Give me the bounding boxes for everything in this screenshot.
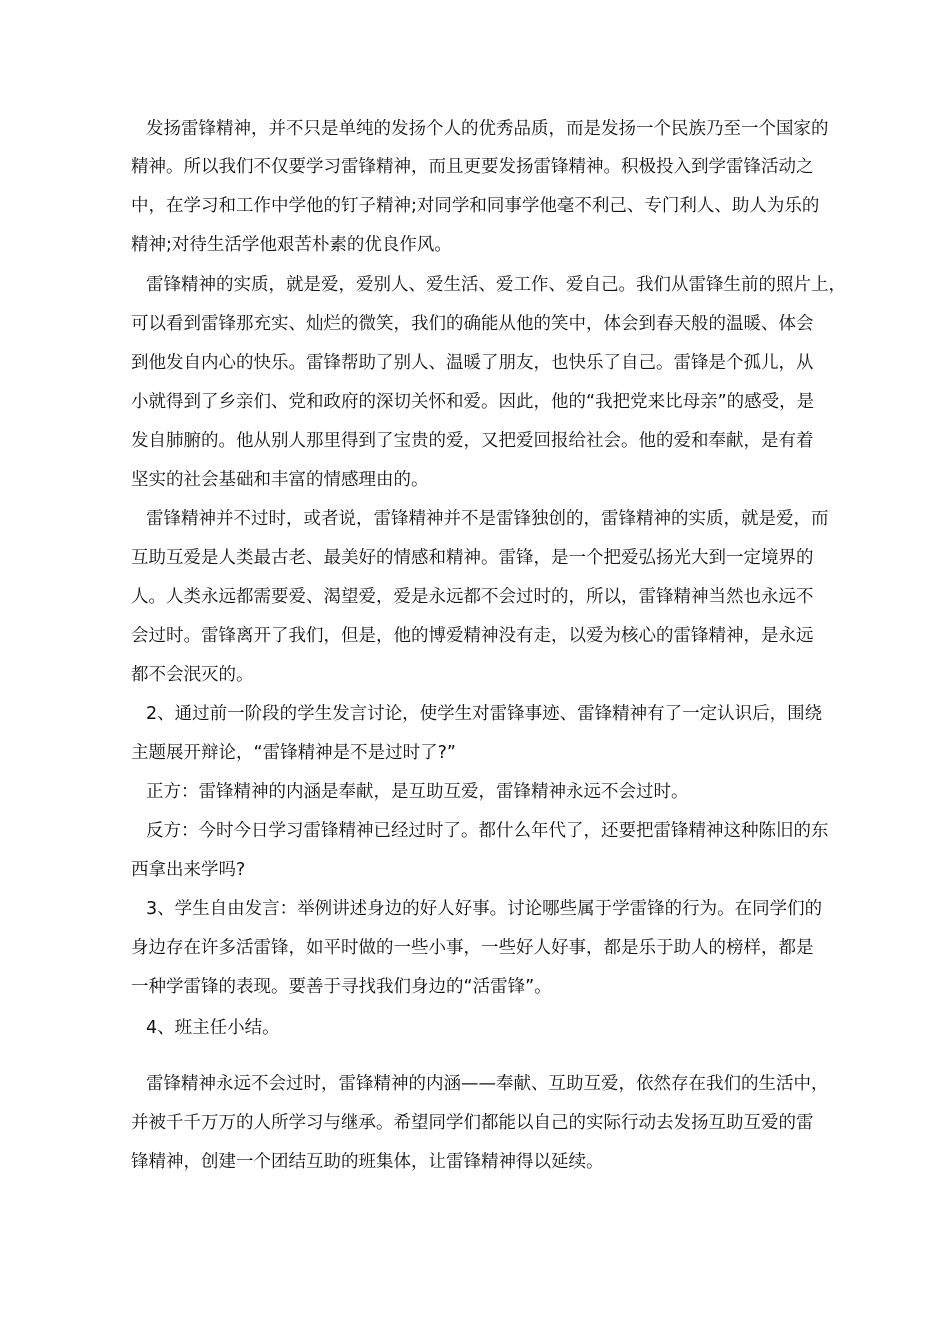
paragraph-1-line-2: 精神。所以我们不仅要学习雷锋精神，而且更要发扬雷锋精神。积极投入到学雷锋活动之 [131, 157, 814, 177]
paragraph-3-line-5: 都不会泯灭的。 [131, 665, 254, 685]
item-3-line-1: 3、学生自由发言：举例讲述身边的好人好事。讨论哪些属于学雷锋的行为。在同学们的 [146, 899, 823, 919]
paragraph-3-line-3: 人。人类永远都需要爱、渴望爱，爱是永远都不会过时的，所以，雷锋精神当然也永远不 [131, 587, 814, 607]
paragraph-2-line-6: 坚实的社会基础和丰富的情感理由的。 [131, 470, 429, 490]
negative-side-line-2: 西拿出来学吗? [131, 860, 246, 880]
paragraph-3-line-1: 雷锋精神并不过时，或者说，雷锋精神并不是雷锋独创的，雷锋精神的实质，就是爱，而 [146, 509, 829, 529]
item-3-line-2: 身边存在许多活雷锋，如平时做的一些小事，一些好人好事，都是乐于助人的榜样，都是 [131, 938, 814, 958]
paragraph-1-line-1: 发扬雷锋精神，并不只是单纯的发扬个人的优秀品质，而是发扬一个民族乃至一个国家的 [146, 119, 829, 139]
item-2-line-1: 2、通过前一阶段的学生发言讨论，使学生对雷锋事迹、雷锋精神有了一定认识后，围绕 [146, 704, 823, 724]
paragraph-3-line-4: 会过时。雷锋离开了我们，但是，他的博爱精神没有走，以爱为核心的雷锋精神，是永远 [131, 626, 814, 646]
item-4-line: 4、班主任小结。 [146, 1018, 280, 1038]
paragraph-2-line-5: 发自肺腑的。他从别人那里得到了宝贵的爱，又把爱回报给社会。他的爱和奉献，是有着 [131, 431, 814, 451]
conclusion-line-2: 并被千千万万的人所学习与继承。希望同学们都能以自己的实际行动去发扬互助互爱的雷 [131, 1113, 814, 1133]
affirmative-side-line: 正方：雷锋精神的内涵是奉献，是互助互爱，雷锋精神永远不会过时。 [146, 782, 689, 802]
paragraph-1-line-4: 精神;对待生活学他艰苦朴素的优良作风。 [131, 235, 452, 255]
conclusion-line-1: 雷锋精神永远不会过时，雷锋精神的内涵——奉献、互助互爱，依然存在我们的生活中， [146, 1074, 829, 1094]
paragraph-2-line-1: 雷锋精神的实质，就是爱，爱别人、爱生活、爱工作、爱自己。我们从雷锋生前的照片上， [146, 275, 846, 295]
negative-side-line-1: 反方：今时今日学习雷锋精神已经过时了。都什么年代了，还要把雷锋精神这种陈旧的东 [146, 821, 829, 841]
item-2-line-2: 主题展开辩论，“雷锋精神是不是过时了?” [131, 743, 456, 763]
paragraph-2-line-4: 小就得到了乡亲们、党和政府的深切关怀和爱。因此，他的“我把党来比母亲”的感受，是 [131, 392, 815, 412]
conclusion-line-3: 锋精神，创建一个团结互助的班集体，让雷锋精神得以延续。 [131, 1152, 604, 1172]
paragraph-2-line-3: 到他发自内心的快乐。雷锋帮助了别人、温暖了朋友，也快乐了自己。雷锋是个孤儿，从 [131, 353, 814, 373]
paragraph-2-line-2: 可以看到雷锋那充实、灿烂的微笑，我们的确能从他的笑中，体会到春天般的温暖、体会 [131, 314, 814, 334]
paragraph-3-line-2: 互助互爱是人类最古老、最美好的情感和精神。雷锋，是一个把爱弘扬光大到一定境界的 [131, 548, 814, 568]
paragraph-1-line-3: 中，在学习和工作中学他的钉子精神;对同学和同事学他毫不利己、专门利人、助人为乐的 [131, 196, 820, 216]
item-3-line-3: 一种学雷锋的表现。要善于寻找我们身边的“活雷锋”。 [131, 977, 552, 997]
